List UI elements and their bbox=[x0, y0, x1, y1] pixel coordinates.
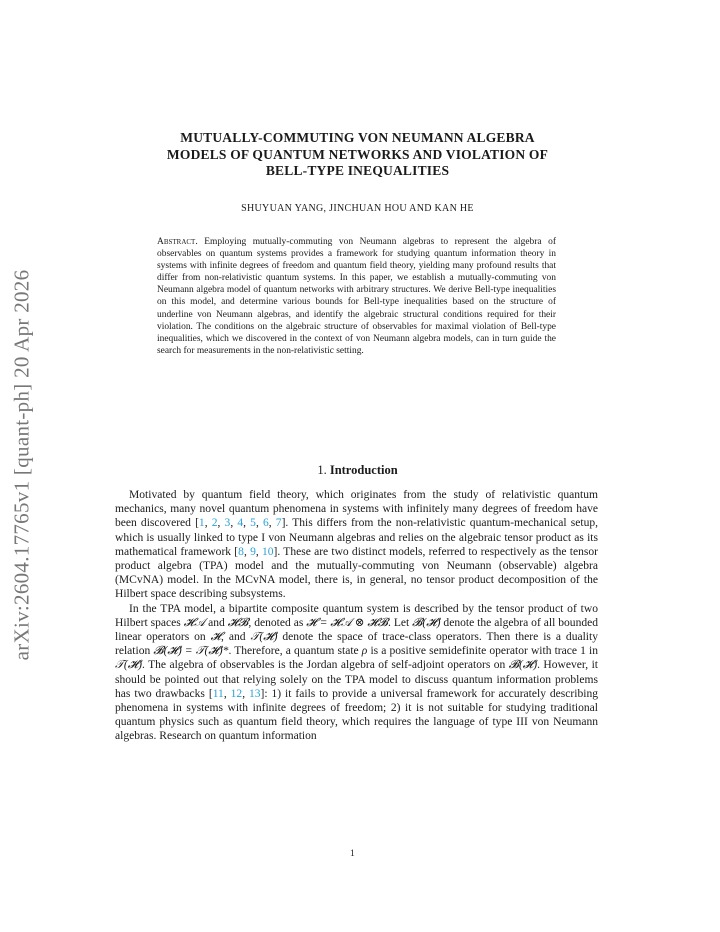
arxiv-identifier-text: arXiv:2604.17765v1 [quant-ph] 20 Apr 2026 bbox=[9, 269, 34, 661]
citation-link[interactable]: 12 bbox=[230, 687, 243, 700]
math-expression: 𝒯(𝓗) bbox=[250, 631, 278, 644]
title-line: MUTUALLY-COMMUTING VON NEUMANN ALGEBRA bbox=[180, 130, 535, 145]
math-expression: 𝓑(𝓗) bbox=[508, 659, 538, 672]
paragraph-text: . Therefore, a quantum state bbox=[228, 645, 362, 658]
citation-link[interactable]: 11 bbox=[212, 687, 224, 700]
paragraph-text: and bbox=[205, 616, 228, 629]
paragraph: In the TPA model, a bipartite composite quantum system is described by the tensor product of two Hilbert spaces 𝓗𝒜 and 𝓗𝓑, denoted as 𝓗 = 𝓗𝒜 ⊗ 𝓗𝓑. Let 𝓑(𝓗) denote the algebra of all bounded linear operators on 𝓗, and 𝒯(𝓗) denote the space of trace-class operators. Then there is a duality relation 𝓑(𝓗) = 𝒯(𝓗)*. Therefore, a quantum state ρ is a positive semidefinite operator with trace 1 in 𝒯(𝓗). The algebra of observables is the Jordan algebra of self-adjoint operators on 𝓑(𝓗). However, it should be pointed out that relying solely on the TPA model to discuss quantum information problems has two drawbacks [11, 12, 13]: 1) it fails to provide a universal framework for accurately describing phenomena in systems with infinite degrees of freedom; 2) it is not suitable for studying traditional quantum physics such as quantum field theory, which requires the language of type III von Neumann algebras. Research on quantum information bbox=[115, 602, 599, 743]
math-expression: 𝓗 = 𝓗𝒜 ⊗ 𝓗𝓑 bbox=[306, 616, 388, 629]
abstract bbox=[157, 236, 556, 357]
math-expression: 𝓗 bbox=[210, 631, 222, 644]
paragraph-text: Motivated by quantum field theory, which originates from the study of relativistic quantum mechanics, many novel quantum phenomena in systems with infinitely many degrees of freedom have been discovered [ bbox=[115, 489, 598, 530]
citation-link[interactable]: 4 bbox=[237, 517, 244, 530]
math-expression: 𝓗𝒜 bbox=[183, 616, 206, 629]
paragraph-text: In the TPA model, a bipartite composite quantum system is described by the tensor product of two Hilbert spaces bbox=[115, 602, 598, 629]
citation-link[interactable]: 9 bbox=[250, 545, 256, 558]
paragraph-text: . However, it should be pointed out that relying solely on the TPA model to discuss quantum information problems has two drawbacks [ bbox=[115, 659, 598, 700]
citation-link[interactable]: 10 bbox=[261, 545, 274, 558]
citation-link[interactable]: 8 bbox=[238, 545, 244, 558]
citation-link[interactable]: 13 bbox=[249, 687, 261, 700]
section-title: Introduction bbox=[329, 463, 398, 477]
paragraph-text: denote the algebra of all bounded linear operators on bbox=[115, 616, 599, 644]
paragraph-text: denote the space of trace-class operators. Then there is a duality relation bbox=[115, 631, 598, 658]
abstract-label: Abstract. bbox=[157, 237, 198, 247]
citation-link[interactable]: 1 bbox=[198, 517, 205, 530]
paragraph-text: ]: 1) it fails to provide a universal framework for accurately describing phenomena in systems with infinite degrees of freedom; 2) it is not suitable for studying traditional quantum physics such as quantum field theory, which requires the language of type III von Neumann algebras. Research on quantum information bbox=[115, 687, 598, 743]
math-expression: 𝓑(𝓗) = 𝒯(𝓗)* bbox=[153, 645, 229, 658]
math-expression: ρ bbox=[361, 645, 368, 658]
paper-authors: SHUYUAN YANG, JINCHUAN HOU AND KAN HE bbox=[241, 203, 474, 214]
abstract-text: Employing mutually-commuting von Neumann algebras to represent the algebra of observables on quantum systems provides a framework for studying quantum information theory in systems with infinite degrees of freedom and quantum field theory, yielding many profound results that differ from non-relativistic quantum systems. In this paper, we establish a mutually-commuting von Neumann algebra model of quantum networks with arbitrary structures. We derive Bell-type inequalities on this model, and determine various bounds for Bell-type inequalities based on the structure of underline von Neumann algebras, and identify the algebraic structural conditions required for their violation. The conditions on the algebraic structure of observables for maximal violation of Bell-type inequalities, which we discovered in the context of von Neumann algebra models, can in turn guide the search for measurements in the non-relativistic setting. bbox=[157, 237, 556, 356]
paragraph-text: ]. This differs from the non-relativistic quantum-mechanical setup, which is usually linked to type I von Neumann algebras and relies on the algebraic tensor product as its mathematical framework [ bbox=[115, 517, 599, 558]
section-heading bbox=[110, 463, 605, 478]
paragraph-text: is a positive semidefinite operator with trace 1 in bbox=[367, 645, 598, 658]
paragraph-text: . Let bbox=[387, 616, 413, 629]
paragraph: Motivated by quantum field theory, which originates from the study of relativistic quantum mechanics, many novel quantum phenomena in systems with infinitely many degrees of freedom have been discovered [1, 2, 3, 4, 5, 6, 7]. This differs from the non-relativistic quantum-mechanical setup, which is usually linked to type I von Neumann algebras and relies on the algebraic tensor product as its mathematical framework [8, 9, 10]. These are two distinct models, referred to respectively as the tensor product algebra (TPA) model and the mutually-commuting von Neumann (observable) algebra (MCvNA) model. In the MCvNA model, there is, in general, no tensor product decomposition of the Hilbert space describing subsystems. bbox=[115, 489, 599, 601]
paragraph-text: ]. These are two distinct models, referred to respectively as the tensor product algebra (TPA) model and the mutually-commuting von Neumann (observable) algebra (MCvNA) model. In the MCvNA model, there is, in general, no tensor product decomposition of the Hilbert space describing subsystems. bbox=[115, 545, 599, 601]
citation-link[interactable]: 7 bbox=[275, 517, 282, 530]
section-number: 1. bbox=[317, 463, 327, 477]
citation-link[interactable]: 3 bbox=[224, 517, 231, 530]
paper-title bbox=[110, 130, 605, 180]
title-line: MODELS OF QUANTUM NETWORKS AND VIOLATION OF bbox=[166, 146, 549, 162]
title-line: BELL-TYPE INEQUALITIES bbox=[265, 163, 450, 178]
paragraph-text: , denoted as bbox=[248, 616, 307, 629]
paragraph-text: . The algebra of observables is the Jordan algebra of self-adjoint operators on bbox=[141, 659, 509, 672]
paragraph-text: , and bbox=[221, 631, 251, 644]
citation-link[interactable]: 2 bbox=[211, 517, 218, 530]
page-number: 1 bbox=[350, 849, 355, 859]
math-expression: 𝓑(𝓗) bbox=[412, 616, 441, 629]
citation-link[interactable]: 5 bbox=[250, 517, 256, 530]
math-expression: 𝒯(𝓗) bbox=[115, 659, 142, 672]
body-text bbox=[115, 488, 598, 744]
citation-link[interactable]: 6 bbox=[262, 517, 269, 530]
math-expression: 𝓗𝓑 bbox=[227, 616, 249, 629]
